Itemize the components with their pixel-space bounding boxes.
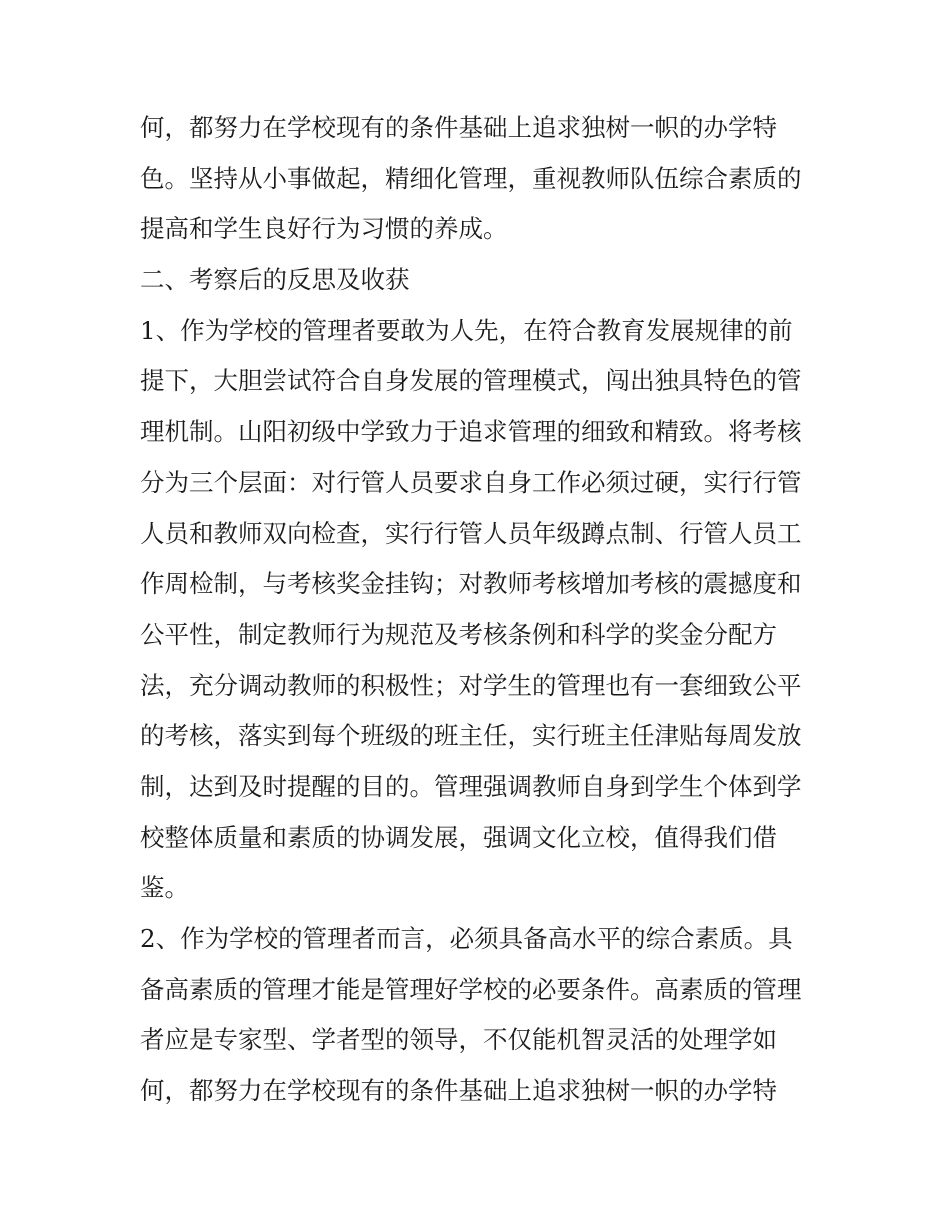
text-line: 何，都努力在学校现有的条件基础上追求独树一帜的办学特: [140, 1076, 777, 1106]
text-line: 何，都努力在学校现有的条件基础上追求独树一帜的办学特: [140, 113, 777, 142]
text-line: 法，充分调动教师的积极性；对学生的管理也有一套细致公平: [140, 670, 802, 700]
text-line: 备高素质的管理才能是管理好学校的必要条件。高素质的管理: [140, 974, 802, 1004]
text-line: 2、作为学校的管理者而言，必须具备高水平的综合素质。具: [140, 924, 793, 953]
text-line: 公平性，制定教师行为规范及考核条例和科学的奖金分配方: [140, 619, 777, 649]
text-line: 色。坚持从小事做起，精细化管理，重视教师队伍综合素质的: [140, 163, 802, 193]
text-line: 制，达到及时提醒的目的。管理强调教师自身到学生个体到学: [140, 771, 802, 801]
text-line: 的考核，落实到每个班级的班主任，实行班主任津贴每周发放: [140, 721, 802, 751]
text-line: 分为三个层面：对行管人员要求自身工作必须过硬，实行行管: [140, 467, 802, 497]
text-line: 作周检制，与考核奖金挂钩；对教师考核增加考核的震撼度和: [140, 569, 802, 599]
text-line: 者应是专家型、学者型的领导，不仅能机智灵活的处理学如: [140, 1025, 777, 1055]
text-line: 理机制。山阳初级中学致力于追求管理的细致和精致。将考核: [140, 417, 802, 447]
text-line: 鉴。: [140, 873, 189, 903]
text-line: 提下，大胆尝试符合自身发展的管理模式，闯出独具特色的管: [140, 366, 802, 396]
text-line: 1、作为学校的管理者要敢为人先，在符合教育发展规律的前: [140, 315, 793, 345]
text-line: 提高和学生良好行为习惯的养成。: [140, 214, 508, 244]
section-heading: 二、考察后的反思及收获: [140, 265, 410, 295]
document-body: [140, 103, 820, 1117]
text-line: 校整体质量和素质的协调发展，强调文化立校，值得我们借: [140, 822, 777, 852]
text-line: 人员和教师双向检查，实行行管人员年级蹲点制、行管人员工: [140, 518, 802, 548]
